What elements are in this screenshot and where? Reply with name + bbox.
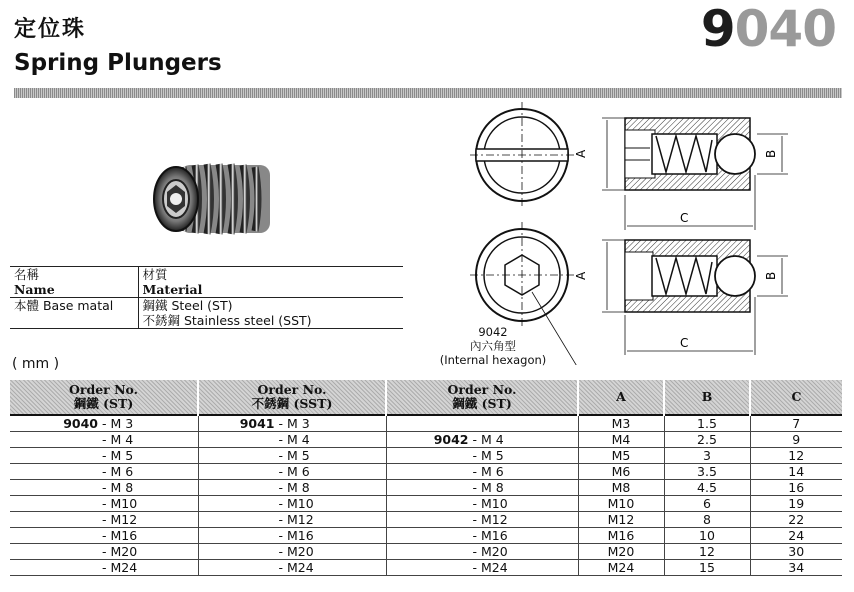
order-size: - M24 <box>472 560 508 575</box>
dim-c-cell: 24 <box>750 528 842 544</box>
dim-b-cell: 10 <box>664 528 750 544</box>
dim-b-cell: 1.5 <box>664 415 750 432</box>
spec-row <box>10 544 842 560</box>
order-no-hex-st <box>386 448 578 464</box>
catalog-code-prefix: 9 <box>700 0 735 58</box>
spec-row <box>10 512 842 528</box>
spec-header-row <box>10 380 842 415</box>
dim-b-cell: 3.5 <box>664 464 750 480</box>
dim-c-cell: 30 <box>750 544 842 560</box>
header-order-hex-st: Order No. 鋼鐵 (ST) <box>386 380 578 415</box>
header-material-en: Material <box>138 282 403 298</box>
material-header-row <box>10 267 403 283</box>
order-no-hex-st <box>386 415 578 432</box>
order-no-hex-st <box>386 432 578 448</box>
specification-table <box>10 380 842 576</box>
dimension-label-c: C <box>680 336 689 350</box>
order-no-sst <box>198 432 386 448</box>
dim-b-cell: 12 <box>664 544 750 560</box>
dim-a-cell: M20 <box>578 544 664 560</box>
order-size: - M 5 <box>278 448 310 463</box>
order-no-st <box>10 480 198 496</box>
order-size: - M 6 <box>472 464 504 479</box>
order-no-hex-st <box>386 496 578 512</box>
header-b: B <box>664 380 750 415</box>
header-material-cn: 材質 <box>138 267 403 283</box>
spec-row <box>10 464 842 480</box>
unit-label: ( mm ) <box>12 356 60 372</box>
end-view-slotted <box>470 102 574 208</box>
dim-a-cell: M12 <box>578 512 664 528</box>
order-no-sst <box>198 415 386 432</box>
dim-b-cell: 15 <box>664 560 750 576</box>
order-no-hex-st <box>386 512 578 528</box>
order-size: - M 8 <box>278 480 310 495</box>
order-size: - M16 <box>472 528 508 543</box>
material-part-name <box>10 313 138 329</box>
title-chinese: 定位珠 <box>14 17 87 42</box>
header-name-en: Name <box>10 282 138 298</box>
order-prefix: 9040 <box>63 416 98 431</box>
dim-a-cell: M24 <box>578 560 664 576</box>
side-view-slotted <box>602 118 788 230</box>
order-size: - M 4 <box>278 432 310 447</box>
catalog-code <box>701 0 836 58</box>
order-no-sst <box>198 480 386 496</box>
spec-row <box>10 432 842 448</box>
spec-row <box>10 480 842 496</box>
order-size: - M16 <box>102 528 138 543</box>
dim-b-cell: 2.5 <box>664 432 750 448</box>
order-size: - M 8 <box>472 480 504 495</box>
spec-row <box>10 448 842 464</box>
dim-c-cell: 16 <box>750 480 842 496</box>
order-no-st <box>10 560 198 576</box>
dim-c-cell: 9 <box>750 432 842 448</box>
order-no-st <box>10 496 198 512</box>
order-size: - M10 <box>278 496 314 511</box>
callout-cn: 內六角型 <box>470 339 516 353</box>
order-no-st <box>10 448 198 464</box>
side-view-hexagon <box>602 240 788 355</box>
dim-a-cell: M16 <box>578 528 664 544</box>
order-size: - M20 <box>278 544 314 559</box>
order-size: - M10 <box>472 496 508 511</box>
spring-plunger-photo-image <box>148 155 283 245</box>
spec-row <box>10 528 842 544</box>
material-table <box>10 266 403 329</box>
order-no-sst <box>198 448 386 464</box>
order-size: - M 3 <box>278 416 310 431</box>
dim-c-cell: 19 <box>750 496 842 512</box>
order-size: - M12 <box>102 512 138 527</box>
order-size: - M 5 <box>102 448 134 463</box>
dimension-label-b: B <box>764 149 778 158</box>
order-no-sst <box>198 528 386 544</box>
order-prefix: 9042 <box>433 432 469 447</box>
material-part-name: 本體 Base matal <box>10 298 138 314</box>
order-no-st <box>10 415 198 432</box>
header-order-sst: Order No. 不銹鋼 (SST) <box>198 380 386 415</box>
material-header-en-row <box>10 282 403 298</box>
order-no-st <box>10 544 198 560</box>
header-a: A <box>578 380 664 415</box>
order-size: - M 5 <box>472 448 504 463</box>
header-rule <box>14 88 842 98</box>
dim-a-cell: M3 <box>578 415 664 432</box>
order-no-sst <box>198 496 386 512</box>
callout-en: (Internal hexagon) <box>439 353 547 367</box>
dim-a-cell: M8 <box>578 480 664 496</box>
order-size: - M12 <box>278 512 314 527</box>
order-no-sst <box>198 464 386 480</box>
order-size: - M24 <box>102 560 138 575</box>
order-no-hex-st <box>386 560 578 576</box>
spec-row <box>10 496 842 512</box>
header-c: C <box>750 380 842 415</box>
order-no-st <box>10 512 198 528</box>
order-size: - M12 <box>472 512 508 527</box>
dim-c-cell: 14 <box>750 464 842 480</box>
spec-row <box>10 560 842 576</box>
order-size: - M 8 <box>102 480 134 495</box>
order-size: - M 6 <box>278 464 310 479</box>
order-no-hex-st <box>386 544 578 560</box>
catalog-code-suffix: 040 <box>734 0 836 58</box>
hexagon-callout <box>430 325 556 367</box>
order-no-st <box>10 528 198 544</box>
order-no-hex-st <box>386 480 578 496</box>
order-no-hex-st <box>386 528 578 544</box>
order-no-sst <box>198 560 386 576</box>
dim-a-cell: M6 <box>578 464 664 480</box>
dim-a-cell: M4 <box>578 432 664 448</box>
order-size: - M 4 <box>472 432 504 447</box>
dim-b-cell: 6 <box>664 496 750 512</box>
dim-c-cell: 7 <box>750 415 842 432</box>
dim-c-cell: 22 <box>750 512 842 528</box>
order-size: - M20 <box>472 544 508 559</box>
dim-b-cell: 3 <box>664 448 750 464</box>
order-no-hex-st <box>386 464 578 480</box>
dim-a-cell: M5 <box>578 448 664 464</box>
title-english: Spring Plungers <box>14 50 222 76</box>
order-no-st <box>10 432 198 448</box>
dim-c-cell: 34 <box>750 560 842 576</box>
order-size: - M 3 <box>102 416 134 431</box>
dim-b-cell: 4.5 <box>664 480 750 496</box>
callout-code: 9042 <box>478 325 508 339</box>
order-no-sst <box>198 544 386 560</box>
dim-a-cell: M10 <box>578 496 664 512</box>
order-size: - M16 <box>278 528 314 543</box>
dimension-label-a: A <box>574 271 588 280</box>
order-no-st <box>10 464 198 480</box>
material-row <box>10 313 403 329</box>
material-row <box>10 298 403 314</box>
spec-row <box>10 415 842 432</box>
order-size: - M20 <box>102 544 138 559</box>
order-size: - M 6 <box>102 464 134 479</box>
material-value: 不銹鋼 Stainless steel (SST) <box>138 313 403 329</box>
dimension-label-c: C <box>680 211 689 225</box>
dim-c-cell: 12 <box>750 448 842 464</box>
order-no-sst <box>198 512 386 528</box>
dimension-label-a: A <box>574 149 588 158</box>
order-size: - M10 <box>102 496 138 511</box>
order-size: - M24 <box>278 560 314 575</box>
dimension-label-b: B <box>764 271 778 280</box>
dim-b-cell: 8 <box>664 512 750 528</box>
order-prefix: 9041 <box>239 416 275 431</box>
header-order-st: Order No. 鋼鐵 (ST) <box>10 380 198 415</box>
material-value: 鋼鐵 Steel (ST) <box>142 298 233 313</box>
order-size: - M 4 <box>102 432 134 447</box>
header-name-cn: 名稱 <box>10 267 138 283</box>
